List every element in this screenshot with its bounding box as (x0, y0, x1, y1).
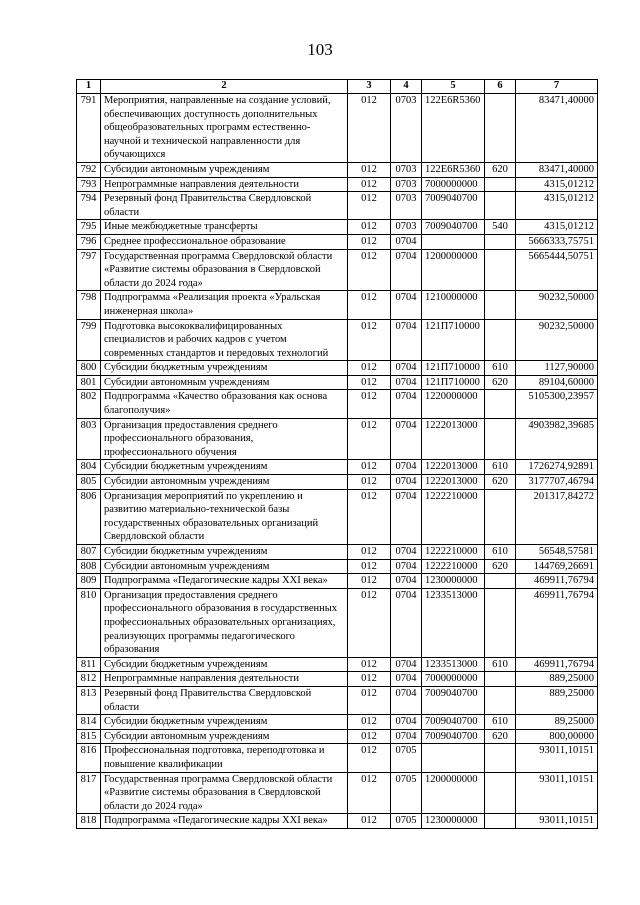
row-target-code-cell: 1222013000 (422, 418, 485, 460)
row-expense-type-cell (485, 249, 516, 291)
row-expense-type-cell (485, 744, 516, 772)
row-admin-code-cell: 012 (348, 319, 391, 361)
row-target-code-cell: 7000000000 (422, 672, 485, 687)
table-row (77, 375, 598, 390)
row-amount-cell: 5666333,75751 (516, 234, 598, 249)
row-name-cell: Резервный фонд Правительства Свердловской области (101, 686, 348, 714)
row-amount-cell: 93011,10151 (516, 744, 598, 772)
table-row (77, 545, 598, 560)
row-expense-type-cell: 610 (485, 361, 516, 376)
row-expense-type-cell (485, 291, 516, 319)
row-section-code-cell: 0704 (391, 291, 422, 319)
row-target-code-cell: 1222210000 (422, 545, 485, 560)
row-admin-code-cell: 012 (348, 545, 391, 560)
table-row (77, 249, 598, 291)
row-number-cell: 804 (77, 460, 101, 475)
row-admin-code-cell: 012 (348, 390, 391, 418)
row-number-cell: 806 (77, 489, 101, 544)
row-admin-code-cell: 012 (348, 672, 391, 687)
row-target-code-cell: 1222210000 (422, 489, 485, 544)
row-number-cell: 799 (77, 319, 101, 361)
row-admin-code-cell: 012 (348, 588, 391, 657)
row-expense-type-cell: 620 (485, 162, 516, 177)
row-admin-code-cell: 012 (348, 475, 391, 490)
row-name-cell: Среднее профессиональное образование (101, 234, 348, 249)
column-header: 6 (485, 80, 516, 94)
row-admin-code-cell: 012 (348, 234, 391, 249)
table-row (77, 772, 598, 814)
row-number-cell: 793 (77, 177, 101, 192)
row-amount-cell: 800,00000 (516, 729, 598, 744)
row-number-cell: 801 (77, 375, 101, 390)
row-expense-type-cell (485, 574, 516, 589)
row-amount-cell: 201317,84272 (516, 489, 598, 544)
row-admin-code-cell: 012 (348, 375, 391, 390)
row-expense-type-cell (485, 772, 516, 814)
row-target-code-cell: 7009040700 (422, 220, 485, 235)
row-admin-code-cell: 012 (348, 715, 391, 730)
row-admin-code-cell: 012 (348, 249, 391, 291)
row-amount-cell: 56548,57581 (516, 545, 598, 560)
row-target-code-cell: 1230000000 (422, 574, 485, 589)
row-name-cell: Государственная программа Свердловской области «Развитие системы образования в Свердловской области до 2024 года» (101, 249, 348, 291)
column-header: 5 (422, 80, 485, 94)
row-amount-cell: 83471,40000 (516, 94, 598, 163)
row-target-code-cell: 7009040700 (422, 686, 485, 714)
table-row (77, 672, 598, 687)
row-section-code-cell: 0704 (391, 234, 422, 249)
row-section-code-cell: 0705 (391, 814, 422, 829)
row-number-cell: 802 (77, 390, 101, 418)
row-expense-type-cell (485, 319, 516, 361)
row-section-code-cell: 0704 (391, 249, 422, 291)
row-section-code-cell: 0704 (391, 545, 422, 560)
row-amount-cell: 469911,76794 (516, 574, 598, 589)
row-amount-cell: 4315,01212 (516, 220, 598, 235)
table-row (77, 729, 598, 744)
budget-table (76, 79, 598, 829)
row-section-code-cell: 0704 (391, 559, 422, 574)
row-number-cell: 795 (77, 220, 101, 235)
table-row (77, 574, 598, 589)
row-number-cell: 812 (77, 672, 101, 687)
row-target-code-cell: 121П710000 (422, 375, 485, 390)
row-section-code-cell: 0704 (391, 375, 422, 390)
row-section-code-cell: 0704 (391, 361, 422, 376)
row-name-cell: Субсидии автономным учреждениям (101, 475, 348, 490)
row-number-cell: 803 (77, 418, 101, 460)
row-section-code-cell: 0705 (391, 772, 422, 814)
row-name-cell: Субсидии автономным учреждениям (101, 162, 348, 177)
row-section-code-cell: 0704 (391, 319, 422, 361)
row-section-code-cell: 0704 (391, 672, 422, 687)
row-number-cell: 810 (77, 588, 101, 657)
row-target-code-cell (422, 234, 485, 249)
row-admin-code-cell: 012 (348, 94, 391, 163)
table-row (77, 220, 598, 235)
row-number-cell: 797 (77, 249, 101, 291)
row-amount-cell: 469911,76794 (516, 657, 598, 672)
row-amount-cell: 889,25000 (516, 686, 598, 714)
row-admin-code-cell: 012 (348, 559, 391, 574)
row-section-code-cell: 0704 (391, 390, 422, 418)
table-row (77, 390, 598, 418)
table-row (77, 814, 598, 829)
row-target-code-cell: 1200000000 (422, 249, 485, 291)
table-row (77, 744, 598, 772)
table-row (77, 475, 598, 490)
table-row (77, 94, 598, 163)
row-admin-code-cell: 012 (348, 361, 391, 376)
row-admin-code-cell: 012 (348, 220, 391, 235)
row-section-code-cell: 0704 (391, 489, 422, 544)
row-expense-type-cell: 540 (485, 220, 516, 235)
row-admin-code-cell: 012 (348, 574, 391, 589)
row-name-cell: Подпрограмма «Педагогические кадры XXI века» (101, 814, 348, 829)
row-section-code-cell: 0704 (391, 686, 422, 714)
table-row (77, 291, 598, 319)
row-expense-type-cell (485, 489, 516, 544)
column-header: 1 (77, 80, 101, 94)
row-name-cell: Субсидии бюджетным учреждениям (101, 361, 348, 376)
row-amount-cell: 83471,40000 (516, 162, 598, 177)
row-number-cell: 796 (77, 234, 101, 249)
row-target-code-cell: 7009040700 (422, 192, 485, 220)
table-header (77, 80, 598, 94)
row-number-cell: 794 (77, 192, 101, 220)
row-section-code-cell: 0703 (391, 94, 422, 163)
table-row (77, 657, 598, 672)
row-name-cell: Мероприятия, направленные на создание условий, обеспечивающих доступность дополнительных общеобразовательных программ естественно-научной и технической направленности для обучающихся (101, 94, 348, 163)
row-target-code-cell: 1222013000 (422, 475, 485, 490)
row-number-cell: 800 (77, 361, 101, 376)
row-amount-cell: 90232,50000 (516, 319, 598, 361)
row-expense-type-cell: 610 (485, 715, 516, 730)
row-name-cell: Субсидии бюджетным учреждениям (101, 657, 348, 672)
row-target-code-cell: 1222210000 (422, 559, 485, 574)
row-section-code-cell: 0705 (391, 744, 422, 772)
table-row (77, 177, 598, 192)
row-expense-type-cell (485, 234, 516, 249)
row-expense-type-cell (485, 418, 516, 460)
row-amount-cell: 4315,01212 (516, 192, 598, 220)
row-number-cell: 815 (77, 729, 101, 744)
row-number-cell: 805 (77, 475, 101, 490)
column-header: 2 (101, 80, 348, 94)
row-name-cell: Резервный фонд Правительства Свердловской области (101, 192, 348, 220)
row-name-cell: Подпрограмма «Реализация проекта «Уральская инженерная школа» (101, 291, 348, 319)
row-expense-type-cell: 620 (485, 375, 516, 390)
row-admin-code-cell: 012 (348, 814, 391, 829)
row-name-cell: Субсидии автономным учреждениям (101, 559, 348, 574)
row-admin-code-cell: 012 (348, 686, 391, 714)
row-expense-type-cell (485, 686, 516, 714)
row-expense-type-cell (485, 588, 516, 657)
row-name-cell: Подготовка высококвалифицированных специалистов и рабочих кадров с учетом современных стандартов и передовых технологий (101, 319, 348, 361)
row-number-cell: 818 (77, 814, 101, 829)
row-section-code-cell: 0704 (391, 657, 422, 672)
row-target-code-cell: 121П710000 (422, 319, 485, 361)
row-name-cell: Иные межбюджетные трансферты (101, 220, 348, 235)
row-target-code-cell: 7009040700 (422, 729, 485, 744)
row-target-code-cell: 1200000000 (422, 772, 485, 814)
row-expense-type-cell (485, 390, 516, 418)
row-target-code-cell: 7000000000 (422, 177, 485, 192)
table-row (77, 559, 598, 574)
row-amount-cell: 93011,10151 (516, 772, 598, 814)
column-header: 3 (348, 80, 391, 94)
row-target-code-cell (422, 744, 485, 772)
row-name-cell: Профессиональная подготовка, переподготовка и повышение квалификации (101, 744, 348, 772)
row-number-cell: 798 (77, 291, 101, 319)
row-number-cell: 791 (77, 94, 101, 163)
row-amount-cell: 4903982,39685 (516, 418, 598, 460)
row-number-cell: 813 (77, 686, 101, 714)
row-expense-type-cell (485, 672, 516, 687)
row-section-code-cell: 0704 (391, 729, 422, 744)
row-admin-code-cell: 012 (348, 460, 391, 475)
table-row (77, 418, 598, 460)
table-body (77, 94, 598, 829)
row-target-code-cell: 1230000000 (422, 814, 485, 829)
row-target-code-cell: 122Е6R5360 (422, 162, 485, 177)
row-section-code-cell: 0704 (391, 588, 422, 657)
row-amount-cell: 469911,76794 (516, 588, 598, 657)
row-expense-type-cell (485, 94, 516, 163)
table-row (77, 460, 598, 475)
row-expense-type-cell: 610 (485, 545, 516, 560)
row-amount-cell: 5665444,50751 (516, 249, 598, 291)
column-header: 4 (391, 80, 422, 94)
row-number-cell: 808 (77, 559, 101, 574)
row-admin-code-cell: 012 (348, 744, 391, 772)
row-name-cell: Субсидии автономным учреждениям (101, 375, 348, 390)
row-amount-cell: 89,25000 (516, 715, 598, 730)
table-row (77, 715, 598, 730)
row-admin-code-cell: 012 (348, 489, 391, 544)
row-admin-code-cell: 012 (348, 177, 391, 192)
row-target-code-cell: 1210000000 (422, 291, 485, 319)
row-expense-type-cell: 610 (485, 657, 516, 672)
row-expense-type-cell: 620 (485, 475, 516, 490)
row-number-cell: 792 (77, 162, 101, 177)
header-row (77, 80, 598, 94)
row-section-code-cell: 0704 (391, 475, 422, 490)
row-name-cell: Организация предоставления среднего профессионального образования, профессионального обучения (101, 418, 348, 460)
row-section-code-cell: 0703 (391, 220, 422, 235)
row-name-cell: Непрограммные направления деятельности (101, 672, 348, 687)
row-name-cell: Субсидии бюджетным учреждениям (101, 715, 348, 730)
row-amount-cell: 90232,50000 (516, 291, 598, 319)
row-amount-cell: 4315,01212 (516, 177, 598, 192)
row-target-code-cell: 121П710000 (422, 361, 485, 376)
row-number-cell: 811 (77, 657, 101, 672)
row-section-code-cell: 0703 (391, 162, 422, 177)
row-name-cell: Подпрограмма «Качество образования как основа благополучия» (101, 390, 348, 418)
table-row (77, 234, 598, 249)
row-target-code-cell: 1222013000 (422, 460, 485, 475)
row-section-code-cell: 0703 (391, 192, 422, 220)
row-number-cell: 814 (77, 715, 101, 730)
column-header: 7 (516, 80, 598, 94)
table-row (77, 489, 598, 544)
row-name-cell: Подпрограмма «Педагогические кадры XXI века» (101, 574, 348, 589)
row-target-code-cell: 1233513000 (422, 657, 485, 672)
row-number-cell: 809 (77, 574, 101, 589)
row-admin-code-cell: 012 (348, 729, 391, 744)
row-amount-cell: 889,25000 (516, 672, 598, 687)
row-name-cell: Субсидии бюджетным учреждениям (101, 460, 348, 475)
row-admin-code-cell: 012 (348, 291, 391, 319)
row-amount-cell: 144769,26691 (516, 559, 598, 574)
row-expense-type-cell: 620 (485, 559, 516, 574)
row-section-code-cell: 0704 (391, 715, 422, 730)
row-number-cell: 817 (77, 772, 101, 814)
table-row (77, 162, 598, 177)
row-number-cell: 816 (77, 744, 101, 772)
row-admin-code-cell: 012 (348, 162, 391, 177)
row-amount-cell: 93011,10151 (516, 814, 598, 829)
row-admin-code-cell: 012 (348, 657, 391, 672)
row-name-cell: Государственная программа Свердловской области «Развитие системы образования в Свердловской области до 2024 года» (101, 772, 348, 814)
table-row (77, 686, 598, 714)
row-admin-code-cell: 012 (348, 192, 391, 220)
row-expense-type-cell (485, 192, 516, 220)
row-number-cell: 807 (77, 545, 101, 560)
row-name-cell: Непрограммные направления деятельности (101, 177, 348, 192)
row-expense-type-cell (485, 177, 516, 192)
row-target-code-cell: 1220000000 (422, 390, 485, 418)
row-admin-code-cell: 012 (348, 418, 391, 460)
row-name-cell: Субсидии бюджетным учреждениям (101, 545, 348, 560)
table-row (77, 588, 598, 657)
row-name-cell: Субсидии автономным учреждениям (101, 729, 348, 744)
row-amount-cell: 5105300,23957 (516, 390, 598, 418)
row-section-code-cell: 0704 (391, 574, 422, 589)
row-section-code-cell: 0704 (391, 418, 422, 460)
row-expense-type-cell: 620 (485, 729, 516, 744)
row-expense-type-cell: 610 (485, 460, 516, 475)
row-target-code-cell: 7009040700 (422, 715, 485, 730)
row-target-code-cell: 122Е6R5360 (422, 94, 485, 163)
row-amount-cell: 1127,90000 (516, 361, 598, 376)
page-number: 103 (307, 40, 333, 59)
row-admin-code-cell: 012 (348, 772, 391, 814)
row-target-code-cell: 1233513000 (422, 588, 485, 657)
row-section-code-cell: 0703 (391, 177, 422, 192)
table-row (77, 319, 598, 361)
row-name-cell: Организация мероприятий по укреплению и развитию материально-технической базы государственных образовательных организаций Свердловской области (101, 489, 348, 544)
table-row (77, 361, 598, 376)
row-expense-type-cell (485, 814, 516, 829)
row-section-code-cell: 0704 (391, 460, 422, 475)
row-name-cell: Организация предоставления среднего профессионального образования в государственных профессиональных образовательных организациях, реализующих программы педагогического образования (101, 588, 348, 657)
row-amount-cell: 89104,60000 (516, 375, 598, 390)
table-row (77, 192, 598, 220)
row-amount-cell: 3177707,46794 (516, 475, 598, 490)
row-amount-cell: 1726274,92891 (516, 460, 598, 475)
